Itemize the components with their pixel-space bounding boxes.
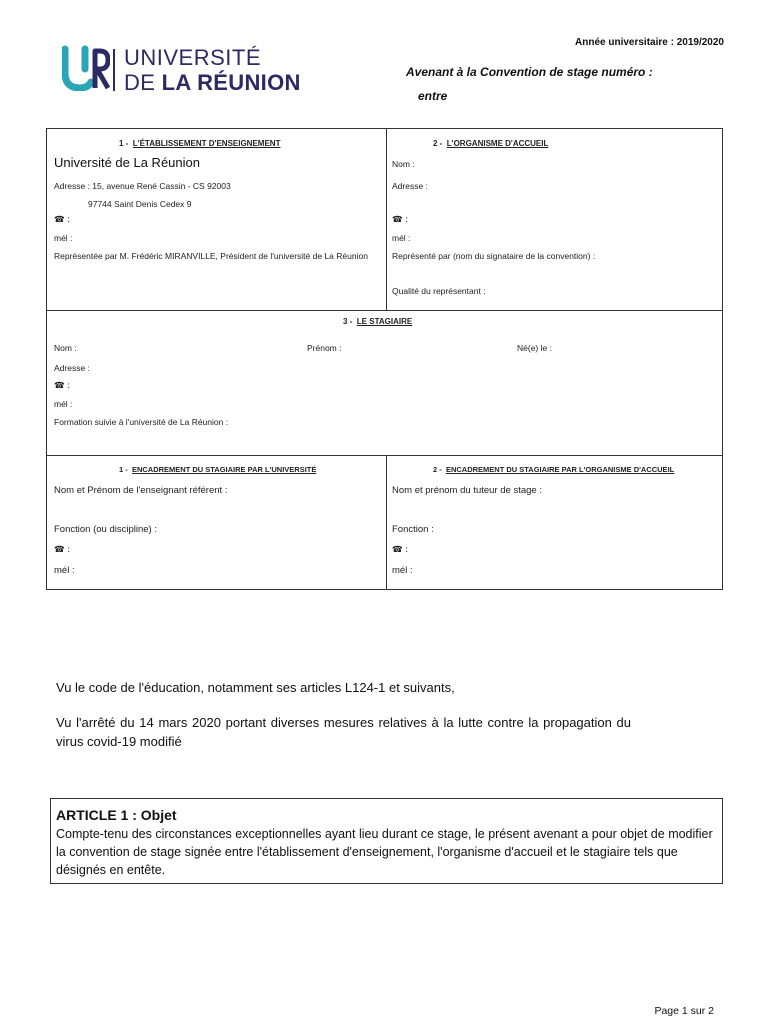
section-encadrement-org-heading: 2 - ENCADREMENT DU STAGIAIRE PAR L'ORGANISME D'ACCUEIL — [433, 465, 675, 474]
organisme-quality[interactable]: Qualité du représentant : — [392, 286, 486, 296]
stagiaire-email[interactable]: mél : — [54, 399, 73, 409]
article-1-title: ARTICLE 1 : Objet — [56, 807, 177, 823]
academic-year: Année universitaire : 2019/2020 — [575, 37, 724, 48]
stagiaire-address[interactable]: Adresse : — [54, 363, 90, 373]
page-number: Page 1 sur 2 — [654, 1005, 714, 1017]
tutor-name[interactable]: Nom et prénom du tuteur de stage : — [392, 485, 542, 496]
logo-line-1: UNIVERSITÉ — [124, 45, 262, 70]
paragraph-arrete: Vu l'arrêté du 14 mars 2020 portant diverses mesures relatives à la lutte contre la propagation du virus covid-19 modifié — [56, 715, 631, 749]
organisme-email[interactable]: mél : — [392, 233, 411, 243]
etablissement-name: Université de La Réunion — [54, 155, 200, 170]
etablissement-representative: Représentée par M. Frédéric MIRANVILLE, Président de l'université de La Réunion — [54, 251, 368, 261]
etablissement-email[interactable]: mél : — [54, 233, 73, 243]
tutor-phone[interactable]: ☎ : — [392, 545, 409, 555]
section-etablissement-heading: 1 - L'ÉTABLISSEMENT D'ENSEIGNEMENT — [119, 139, 281, 148]
etablissement-address-2: 97744 Saint Denis Cedex 9 — [88, 199, 192, 209]
referent-teacher[interactable]: Nom et Prénom de l'enseignant référent : — [54, 485, 228, 496]
organisme-address[interactable]: Adresse : — [392, 181, 428, 191]
tutor-email[interactable]: mél : — [392, 565, 413, 576]
referent-phone[interactable]: ☎ : — [54, 545, 71, 555]
paragraph-code-education: Vu le code de l'éducation, notamment ses articles L124-1 et suivants, — [56, 680, 455, 695]
university-logo — [62, 45, 307, 97]
section-encadrement-univ-heading: 1 - ENCADREMENT DU STAGIAIRE PAR L'UNIVERSITÉ — [119, 465, 317, 474]
stagiaire-phone[interactable]: ☎ : — [54, 381, 71, 391]
stagiaire-birth-date[interactable]: Né(e) le : — [517, 343, 552, 353]
stagiaire-last-name[interactable]: Nom : — [54, 343, 77, 353]
between-label: entre — [418, 89, 448, 103]
divider-h-1 — [47, 310, 722, 311]
divider-h-2 — [47, 455, 722, 456]
referent-function[interactable]: Fonction (ou discipline) : — [54, 524, 157, 535]
article-1-body: Compte-tenu des circonstances exceptionnelles ayant lieu durant ce stage, le présent avenant a pour objet de modifier la convention de stage signée entre l'établissement d'enseignement, l'organisme d'accueil et le stagiaire tels que désignés en entête. — [56, 827, 713, 877]
tutor-function[interactable]: Fonction : — [392, 524, 434, 535]
article-1-box — [50, 798, 723, 884]
etablissement-phone[interactable]: ☎ : — [54, 215, 71, 225]
referent-email[interactable]: mél : — [54, 565, 75, 576]
section-stagiaire-heading: 3 - LE STAGIAIRE — [343, 317, 413, 326]
organisme-representative[interactable]: Représenté par (nom du signataire de la convention) : — [392, 251, 596, 261]
section-organisme-heading: 2 - L'ORGANISME D'ACCUEIL — [433, 139, 549, 148]
organisme-phone[interactable]: ☎ : — [392, 215, 409, 225]
stagiaire-first-name[interactable]: Prénom : — [307, 343, 342, 353]
logo-divider — [113, 49, 115, 91]
stagiaire-training[interactable]: Formation suivie à l'université de La Réunion : — [54, 417, 229, 427]
parties-form — [46, 128, 723, 590]
etablissement-address: Adresse : 15, avenue René Cassin - CS 92003 — [54, 181, 231, 191]
ur-monogram-icon — [62, 45, 110, 91]
logo-line-2: DE LA RÉUNION — [124, 70, 301, 95]
divider-v-bottom — [386, 455, 387, 590]
amendment-title: Avenant à la Convention de stage numéro : — [406, 65, 653, 79]
divider-v-top — [386, 129, 387, 310]
organisme-name[interactable]: Nom : — [392, 159, 415, 169]
